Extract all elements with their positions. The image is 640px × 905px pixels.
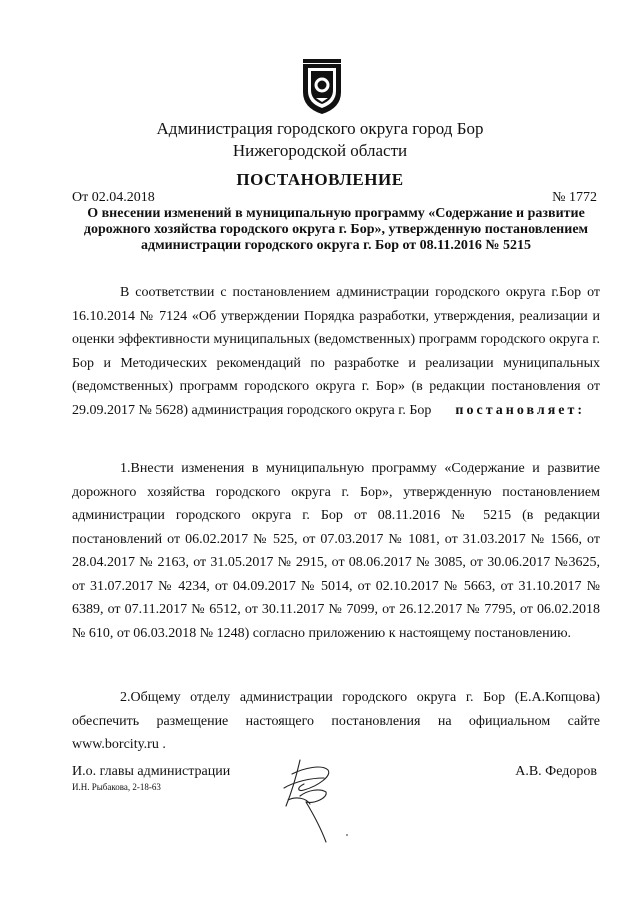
authority-region: Нижегородской области — [232, 141, 408, 160]
decree-verb: постановляет: — [455, 402, 586, 418]
signer-name: А.В. Федоров — [515, 764, 597, 779]
signer-title: И.о. главы администрации — [72, 764, 231, 779]
clause-1-paragraph: 1.Внести изменения в муниципальную программу «Содержание и развитие дорожного хозяйства городского округа г. Бор», утвержденную постановлением администрации городского округа г. Бор от 08.11.2016 № 5215 (в редакции постановлений от 06.02.2017 № 525, от 07.03.2017 № 1081, от 31.03.2017 № 1566, от 28.04.2017 № 2163, от 31.05.2017 № 2915, от 08.06.2017 № 3085, от 30.06.2017 №3625, от 31.07.2017 № 4234, от 04.09.2017 № 5014, от 02.10.2017 № 5663, от 31.10.2017 № 6389, от 07.11.2017 № 6512, от 30.11.2017 № 7099, от 26.12.2017 № 7795, от 06.02.2018 № 610, от 06.03.2018 № 1248) согласно приложению к настоящему постановлению. — [72, 461, 600, 641]
executor-contact: И.Н. Рыбакова, 2-18-63 — [72, 782, 161, 792]
signature-image — [270, 748, 350, 846]
authority-name: Администрация городского округа город Бор — [156, 119, 484, 138]
scan-speck — [346, 834, 348, 836]
coat-of-arms-icon — [300, 58, 344, 116]
document-date: От 02.04.2018 — [72, 190, 155, 205]
document-type-title: ПОСТАНОВЛЕНИЕ — [236, 170, 404, 189]
clause-2-paragraph: 2.Общему отделу администрации городского округа г. Бор (Е.А.Копцова) обеспечить размещение настоящего постановления на официальном сайте www.borcity.ru . — [72, 690, 600, 752]
document-subject: О внесении изменений в муниципальную программу «Содержание и развитие дорожного хозяйства городского округа г. Бор», утвержденную постановлением администрации городского округа г. Бор от 08.11.2016 № 5215 — [83, 206, 589, 253]
document-number: № 1772 — [552, 190, 597, 205]
preamble-text: В соответствии с постановлением администрации городского округа г.Бор от 16.10.2014 № 7124 «Об утверждении Порядка разработки, утверждения, реализации и оценки эффективности муниципальных (ведомственных) программ городского округа г. Бор и Методических рекомендаций по разработке и реализации муниципальных (ведомственных) программ городского округа г. Бор» (в редакции постановления от 29.09.2017 № 5628) администрация городского округа г. Бор — [72, 285, 600, 418]
preamble-paragraph — [72, 281, 600, 422]
